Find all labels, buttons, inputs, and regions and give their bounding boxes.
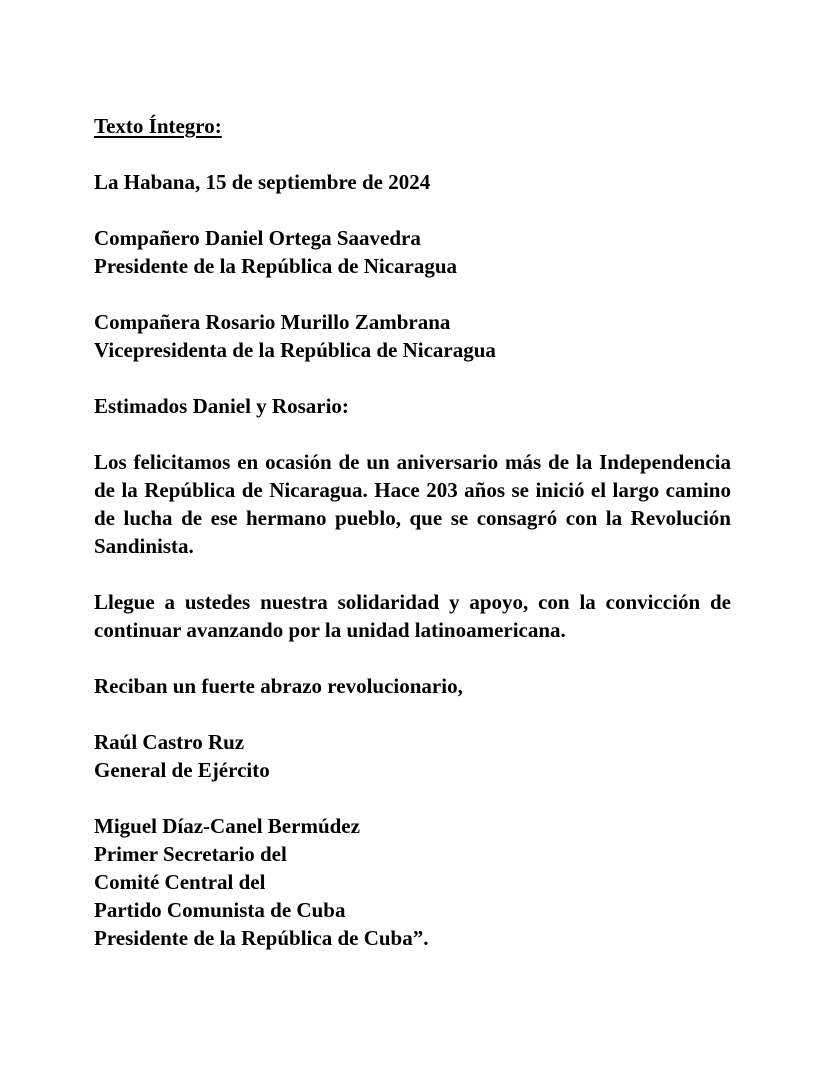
recipient-role: Presidente de la República de Nicaragua (94, 254, 458, 278)
signature-block-raul-castro (94, 728, 731, 784)
signature-role: Presidente de la República de Cuba”. (94, 926, 429, 950)
recipient-block-rosario-murillo (94, 308, 731, 364)
signature-role: Primer Secretario del (94, 842, 287, 866)
recipient-name: Compañero Daniel Ortega Saavedra (94, 226, 421, 250)
body-paragraph-2: Llegue a ustedes nuestra solidaridad y apoyo, con la convicción de continuar avanzando por la unidad latinoamericana. (94, 590, 731, 642)
signature-block-diaz-canel (94, 812, 731, 952)
body-paragraph-1: Los felicitamos en ocasión de un aniversario más de la Independencia de la República de Nicaragua. Hace 203 años se inició el largo camino de lucha de ese hermano pueblo, que se consagró con la Revolución Sandinista. (94, 450, 731, 558)
signature-name: Miguel Díaz-Canel Bermúdez (94, 814, 360, 838)
signature-role: Comité Central del (94, 870, 266, 894)
salutation: Estimados Daniel y Rosario: (94, 394, 349, 418)
signature-role: Partido Comunista de Cuba (94, 898, 346, 922)
document-title: Texto Íntegro: (94, 114, 222, 138)
signature-role: General de Ejército (94, 758, 270, 782)
dateline: La Habana, 15 de septiembre de 2024 (94, 170, 431, 194)
recipient-block-daniel-ortega (94, 224, 731, 280)
recipient-role: Vicepresidenta de la República de Nicaragua (94, 338, 496, 362)
closing-line: Reciban un fuerte abrazo revolucionario, (94, 674, 463, 698)
signature-name: Raúl Castro Ruz (94, 730, 245, 754)
recipient-name: Compañera Rosario Murillo Zambrana (94, 310, 451, 334)
